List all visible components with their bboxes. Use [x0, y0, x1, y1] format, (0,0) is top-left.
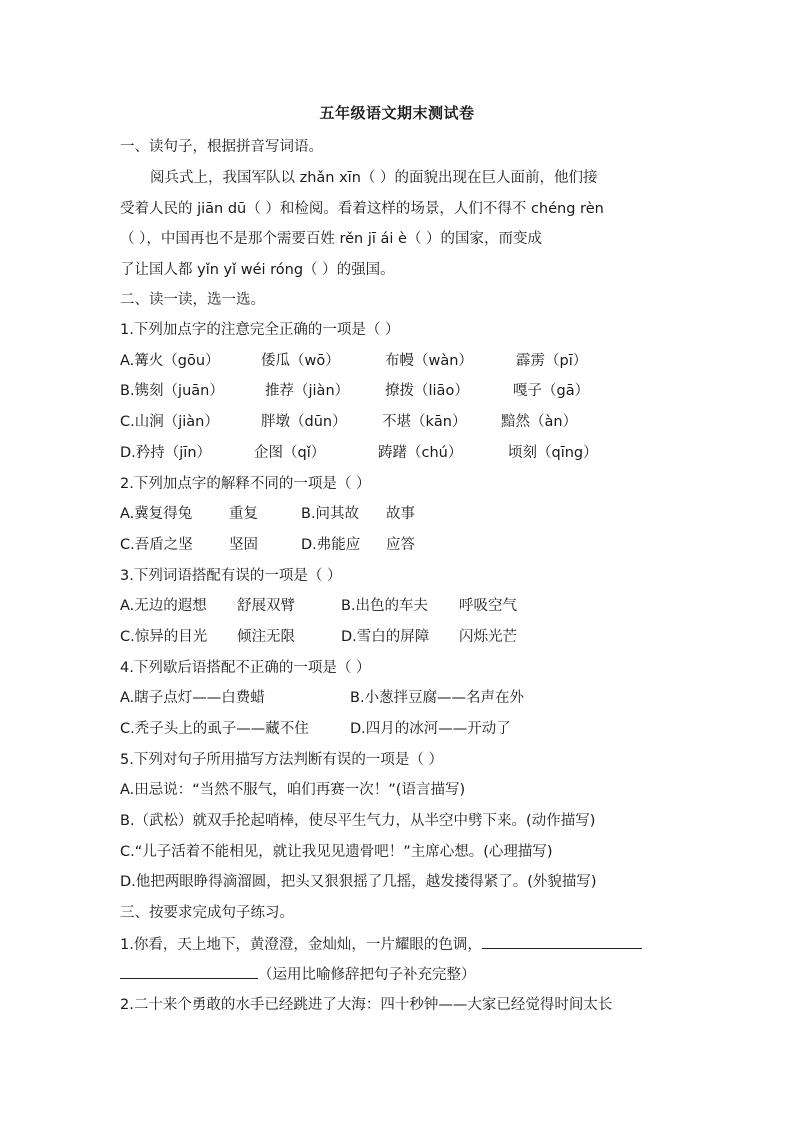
section1-line-3: （ ），中国再也不是那个需要百姓 rěn jī ái è（ ）的国家，而变成 [120, 231, 543, 247]
q3-option: C.惊异的目光 [120, 629, 208, 645]
q1-option: A.篝火（gōu） [120, 353, 220, 369]
q2-option: 应答 [386, 537, 415, 553]
q4-option: D.四月的冰河——开动了 [350, 721, 511, 737]
q1-stem: 1.下列加点字的注意完全正确的一项是（ ） [120, 322, 400, 338]
q2-option: 故事 [386, 506, 415, 522]
q1-option: C.山涧（jiàn） [120, 414, 219, 430]
s3-q2-text: 2.二十来个勇敢的水手已经跳进了大海：四十秒钟——大家已经觉得时间太长 [120, 997, 613, 1013]
q5-option-a: A.田忌说：“当然不服气，咱们再赛一次！”(语言描写) [120, 782, 466, 798]
q1-option: 顷刻（qīng） [508, 445, 598, 461]
s3-q1-note: （运用比喻修辞把句子补充完整） [258, 967, 476, 983]
q3-option: A.无边的遐想 [120, 598, 207, 614]
s3-q1-text: 1.你看，天上地下，黄澄澄，金灿灿，一片耀眼的色调， [120, 937, 482, 953]
q1-option: 推荐（jiàn） [265, 383, 350, 399]
section3-heading: 三、按要求完成句子练习。 [120, 905, 294, 921]
q5-option-c: C.“儿子活着不能相见，就让我见见遗骨吧！”主席心想。(心理描写) [120, 844, 553, 860]
q1-option: 黯然（àn） [501, 414, 578, 430]
section1-line-1: 阅兵式上，我国军队以 zhǎn xīn（ ）的面貌出现在巨人面前，他们接 [150, 170, 598, 186]
q3-option: D.雪白的屏障 [341, 629, 430, 645]
q1-option: 撩拨（liāo） [385, 383, 469, 399]
q3-option: 倾注无限 [237, 629, 295, 645]
q5-option-b: B.（武松）就双手抡起哨棒，使尽平生气力，从半空中劈下来。(动作描写) [120, 813, 596, 829]
q3-stem: 3.下列词语搭配有误的一项是（ ） [120, 568, 342, 584]
answer-blank[interactable] [482, 934, 642, 949]
q1-option: B.镌刻（juān） [120, 383, 224, 399]
q1-option: 倭瓜（wō） [261, 353, 340, 369]
q4-option: C.秃子头上的虱子——藏不住 [120, 721, 309, 737]
q1-option: 霹雳（pī） [516, 353, 588, 369]
q2-option: 坚固 [229, 537, 258, 553]
q3-option: 呼吸空气 [459, 598, 517, 614]
q2-option: B.问其故 [301, 506, 360, 522]
section1-heading: 一、读句子，根据拼音写词语。 [120, 139, 323, 155]
section2-heading: 二、读一读，选一选。 [120, 292, 265, 308]
q1-option: 嘎子（gā） [513, 383, 590, 399]
q1-option: 胖墩（dūn） [261, 414, 347, 430]
q1-option: D.矜持（jīn） [120, 445, 212, 461]
answer-blank[interactable] [120, 964, 258, 979]
q3-option: 闪烁光芒 [459, 629, 517, 645]
s3-q1-line [120, 934, 642, 955]
q1-option: 不堪（kān） [382, 414, 467, 430]
q2-stem: 2.下列加点字的解释不同的一项是（ ） [120, 476, 371, 492]
q4-option: B.小葱拌豆腐——名声在外 [350, 690, 525, 706]
q3-option: B.出色的车夫 [341, 598, 429, 614]
q5-option-d: D.他把两眼睁得滴溜圆，把头又狠狠摇了几摇，越发搂得紧了。(外貌描写) [120, 874, 597, 890]
q2-option: A.冀复得兔 [120, 506, 193, 522]
q5-stem: 5.下列对句子所用描写方法判断有误的一项是（ ） [120, 752, 443, 768]
page-title: 五年级语文期末测试卷 [319, 104, 475, 122]
q2-option: C.吾盾之坚 [120, 537, 193, 553]
q1-option: 踌躇（chú） [378, 445, 463, 461]
q4-option: A.瞎子点灯——白费蜡 [120, 690, 265, 706]
s3-q1-line-2 [120, 964, 476, 985]
q1-option: 布幔（wàn） [385, 353, 473, 369]
q3-option: 舒展双臂 [237, 598, 295, 614]
q1-option: 企图（qǐ） [254, 445, 326, 461]
q2-option: 重复 [229, 506, 258, 522]
q4-stem: 4.下列歇后语搭配不正确的一项是（ ） [120, 660, 371, 676]
q2-option: D.弗能应 [301, 537, 361, 553]
section1-line-2: 受着人民的 jiān dū（ ）和检阅。看着这样的场景，人们不得不 chéng rèn [120, 201, 604, 217]
section1-line-4: 了让国人都 yǐn yǐ wéi róng（ ）的强国。 [120, 262, 395, 278]
